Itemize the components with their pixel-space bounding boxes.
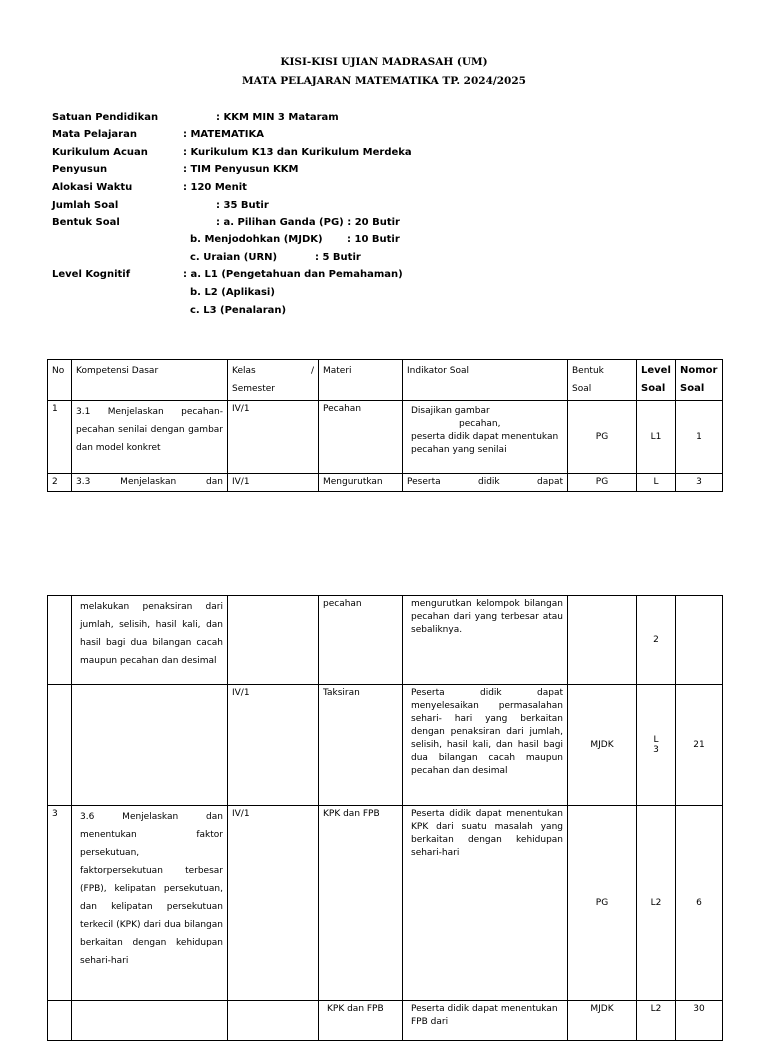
row-kelas (228, 596, 319, 685)
row-kelas: IV/1 (228, 474, 319, 492)
satuan-value: : KKM MIN 3 Mataram (216, 112, 339, 123)
satuan-label: Satuan Pendidikan (52, 112, 159, 123)
header-nomor (676, 360, 723, 401)
jumlah-label: Jumlah Soal (52, 200, 119, 211)
row-indikator: Peserta didik dapat (403, 474, 568, 492)
header-kd: Kompetensi Dasar (72, 360, 228, 401)
row-indikator: Peserta didik dapat menentukan KPK dari suatu masalah yang berkaitan dengan kehidupan sehari-hari (403, 806, 568, 1001)
level-c: c. L3 (Penalaran) (190, 305, 287, 316)
row-level (637, 685, 676, 806)
row-level: L2 (637, 806, 676, 1001)
header-nomor-a: Nomor (680, 365, 718, 376)
bentuk-b: b. Menjodohkan (MJDK) (190, 234, 323, 245)
row-kelas: IV/1 (228, 401, 319, 474)
header-no: No (48, 360, 72, 401)
bentuk-b-value: : 10 Butir (347, 234, 400, 245)
header-nomor-b: Soal (680, 383, 705, 394)
row-level-b: 3 (653, 745, 659, 755)
table-row (48, 1001, 723, 1041)
row-materi: Pecahan (319, 401, 403, 474)
header-kelas-b: / (310, 366, 314, 376)
mapel-value: : MATEMATIKA (183, 129, 264, 140)
kisi-table-continued (47, 595, 723, 1041)
row-nomor: 1 (676, 401, 723, 474)
row-bentuk (568, 596, 637, 685)
row-materi: pecahan (319, 596, 403, 685)
row-indikator: Peserta didik dapat menentukan FPB dari (403, 1001, 568, 1041)
row-kd: 3.3 Menjelaskan dan (72, 474, 228, 492)
level-b: b. L2 (Aplikasi) (190, 287, 275, 298)
row-materi: Taksiran (319, 685, 403, 806)
table-row (48, 685, 723, 806)
row-nomor: 6 (676, 806, 723, 1001)
row-no (48, 1001, 72, 1041)
kurikulum-label: Kurikulum Acuan (52, 147, 148, 158)
bentuk-c: c. Uraian (URN) (190, 252, 278, 263)
indikator-line-1: Disajikan gambar (411, 406, 490, 416)
header-bentuk (568, 360, 637, 401)
header-materi: Materi (319, 360, 403, 401)
bentuk-label: Bentuk Soal (52, 217, 120, 228)
row-bentuk: PG (568, 806, 637, 1001)
indikator-line-2: pecahan, (459, 419, 501, 429)
row-no: 2 (48, 474, 72, 492)
row-level: 2 (637, 596, 676, 685)
row-level: L1 (637, 401, 676, 474)
row-kelas: IV/1 (228, 685, 319, 806)
row-kelas: IV/1 (228, 806, 319, 1001)
row-indikator (403, 401, 568, 474)
bentuk-a: : a. Pilihan Ganda (PG) : 20 Butir (216, 217, 400, 228)
mapel-label: Mata Pelajaran (52, 129, 137, 140)
row-bentuk: PG (568, 474, 637, 492)
row-kd (72, 1001, 228, 1041)
penyusun-value: : TIM Penyusun KKM (183, 164, 299, 175)
table-row (48, 806, 723, 1001)
row-materi: KPK dan FPB (319, 806, 403, 1001)
row-kelas (228, 1001, 319, 1041)
row-level: L2 (637, 1001, 676, 1041)
table-row (48, 474, 723, 492)
header-kelas-c: Semester (232, 384, 276, 394)
header-level-a: Level (641, 365, 671, 376)
kurikulum-value: : Kurikulum K13 dan Kurikulum Merdeka (183, 147, 412, 158)
header-bentuk-b: Soal (572, 384, 592, 394)
table-header-row (48, 360, 723, 401)
row-bentuk: MJDK (568, 1001, 637, 1041)
row-nomor: 3 (676, 474, 723, 492)
row-no (48, 685, 72, 806)
jumlah-value: : 35 Butir (216, 200, 269, 211)
row-bentuk: MJDK (568, 685, 637, 806)
row-materi: KPK dan FPB (319, 1001, 403, 1041)
header-kelas (228, 360, 319, 401)
row-no: 3 (48, 806, 72, 1001)
table-row (48, 596, 723, 685)
row-level-a: L (653, 735, 659, 745)
level-label: Level Kognitif (52, 269, 131, 280)
row-kd: melakukan penaksiran dari jumlah, selisih, hasil kali, dan hasil bagi dua bilangan cacah maupun pecahan dan desimal (72, 596, 228, 685)
level-a: : a. L1 (Pengetahuan dan Pemahaman) (183, 269, 403, 280)
row-kd (72, 685, 228, 806)
document-subtitle: MATA PELAJARAN MATEMATIKA TP. 2024/2025 (242, 75, 526, 87)
row-indikator: mengurutkan kelompok bilangan pecahan dari yang terbesar atau sebaliknya. (403, 596, 568, 685)
header-level-b: Soal (641, 383, 666, 394)
indikator-line-3: peserta didik dapat menentukan pecahan yang senilai (411, 432, 559, 455)
table-row (48, 401, 723, 474)
kisi-table (47, 359, 723, 492)
header-kelas-a: Kelas (232, 366, 256, 376)
row-kd: 3.1 Menjelaskan pecahan-pecahan senilai dengan gambar dan model konkret (72, 401, 228, 474)
penyusun-label: Penyusun (52, 164, 108, 175)
row-nomor: 30 (676, 1001, 723, 1041)
header-level (637, 360, 676, 401)
alokasi-label: Alokasi Waktu (52, 182, 133, 193)
row-nomor (676, 596, 723, 685)
header-bentuk-a: Bentuk (572, 366, 604, 376)
header-indikator: Indikator Soal (403, 360, 568, 401)
row-level: L (637, 474, 676, 492)
document-title: KISI-KISI UJIAN MADRASAH (UM) (280, 56, 488, 68)
row-indikator: Peserta didik dapat menyelesaikan permasalahan sehari- hari yang berkaitan dengan penaksiran dari jumlah, selisih, hasil kali, dan hasil bagi dua bilangan cacah maupun pecahan dan desimal (403, 685, 568, 806)
alokasi-value: : 120 Menit (183, 182, 247, 193)
row-bentuk: PG (568, 401, 637, 474)
bentuk-c-value: : 5 Butir (315, 252, 361, 263)
row-nomor: 21 (676, 685, 723, 806)
row-no: 1 (48, 401, 72, 474)
row-no (48, 596, 72, 685)
row-materi: Mengurutkan (319, 474, 403, 492)
row-kd: 3.6 Menjelaskan dan menentukan faktor persekutuan, faktorpersekutuan terbesar (FPB), kelipatan persekutuan, dan kelipatan persekutuan terkecil (KPK) dari dua bilangan berkaitan dengan kehidupan sehari-hari (72, 806, 228, 1001)
